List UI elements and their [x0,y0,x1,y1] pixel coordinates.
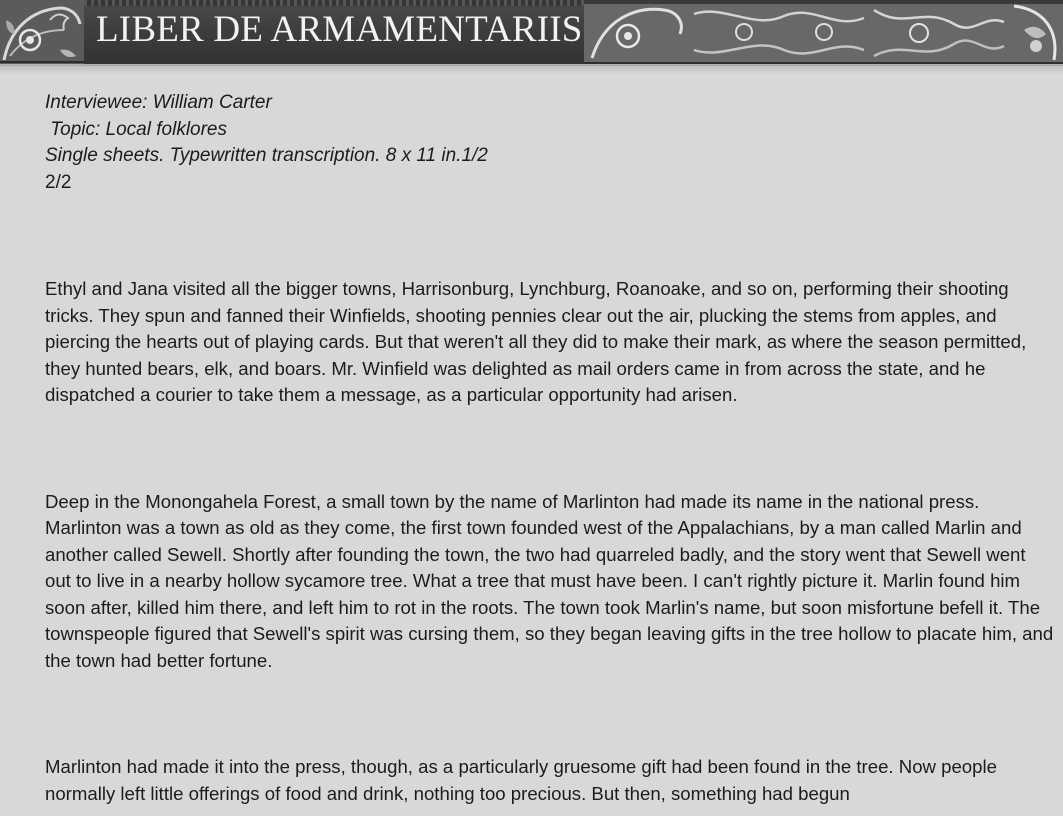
header-banner [0,0,1063,66]
plate-texture [84,0,584,6]
document-body [45,90,1055,807]
page-title: LIBER DE ARMAMENTARIIS [96,9,583,50]
transcript-text [45,276,1055,807]
interviewee-line: Interviewee: William Carter [45,92,272,113]
paragraph: Ethyl and Jana visited all the bigger towns, Harrisonburg, Lynchburg, Roanoake, and so on, performing their shooting tricks. They spun and fanned their Winfields, shooting pennies clear out the air, plucking the stems from apples, and piercing the hearts out of playing cards. But that weren't all they did to make their mark, as where the season permitted, they hunted bears, elk, and boars. Mr. Winfield was delighted as mail orders came in from across the state, and he dispatched a courier to take them a message, as a particular opportunity had arisen. [45,278,1027,405]
paragraph: Deep in the Monongahela Forest, a small town by the name of Marlinton had made its name in the national press. Marlinton was a town as old as they come, the first town founded west of the Appalachians, by a man called Marlin and another called Sewell. Shortly after founding the town, the two had quarreled badly, and the story went that Sewell went out to live in a nearby hollow sycamore tree. What a tree that must have been. I can't rightly picture it. Marlin found him soon after, killed him there, and left him to rot in the roots. The town took Marlin's name, but soon misfortune befell it. The townspeople figured that Sewell's spirit was cursing them, so they began leaving gifts in the tree hollow to placate him, and the town had better fortune. [45,490,1054,671]
page-number: 2/2 [45,171,72,193]
record-metadata [45,90,1055,196]
ornament-right-decoration [584,0,1063,66]
format-line: Single sheets. Typewritten transcription. 8 x 11 in.1/2 [45,145,488,166]
topic-line: Topic: Local folklores [45,118,228,140]
ornament-left-decoration [0,0,84,66]
banner-shadow [0,64,1063,74]
paragraph: Marlinton had made it into the press, though, as a particularly gruesome gift had been found in the tree. Now people normally left little offerings of food and drink, nothing too precious. But then, something had begun [45,756,997,804]
